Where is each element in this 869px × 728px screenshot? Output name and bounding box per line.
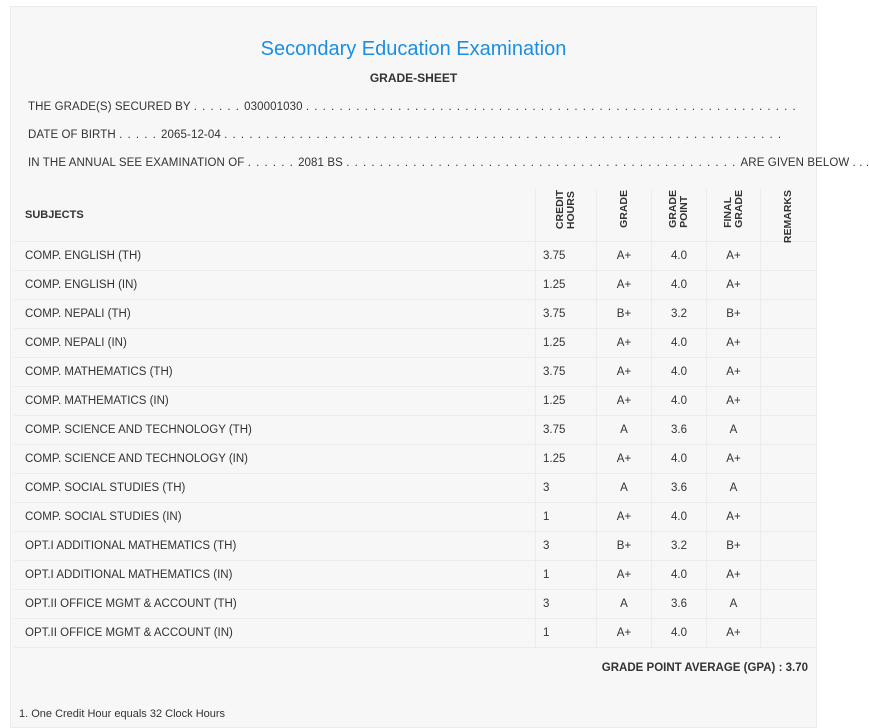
final-grade-cell: A+ [707, 445, 761, 474]
grade-cell: A+ [597, 271, 652, 300]
subject-cell: COMP. SOCIAL STUDIES (IN) [14, 503, 536, 532]
remarks-cell [761, 387, 817, 416]
exam-label: IN THE ANNUAL SEE EXAMINATION OF [28, 157, 245, 169]
grade-sheet-heading: GRADE-SHEET [369, 71, 458, 85]
header-remarks: REMARKS [761, 189, 817, 242]
gpa-summary [602, 662, 808, 674]
grade-point-cell: 3.6 [652, 416, 707, 445]
table-row [14, 503, 816, 532]
grade-cell: B+ [597, 300, 652, 329]
remarks-cell [761, 474, 817, 503]
remarks-cell [761, 619, 817, 648]
grade-cell: A+ [597, 619, 652, 648]
final-grade-cell: A+ [707, 271, 761, 300]
grade-cell: B+ [597, 532, 652, 561]
grade-cell: A+ [597, 358, 652, 387]
credit-hours-cell: 1 [536, 503, 597, 532]
grade-point-cell: 3.6 [652, 590, 707, 619]
header-credit-hours: CREDIT HOURS [536, 189, 597, 242]
credit-hours-cell: 3.75 [536, 300, 597, 329]
grade-point-cell: 3.2 [652, 532, 707, 561]
remarks-cell [761, 416, 817, 445]
final-grade-cell: A+ [707, 358, 761, 387]
header-grade-point: GRADE POINT [652, 189, 707, 242]
table-row [14, 561, 816, 590]
grade-point-cell: 4.0 [652, 619, 707, 648]
dob-line: DATE OF BIRTH . . . . . 2065-12-04 . . . . . . . . . . . . . . . . . . . . . . . . . . . . . . . . . . . . . . . . . . . . . . . . . . . . . . . . . . . . . . . . . . . [28, 129, 783, 141]
table-row [14, 242, 816, 271]
remarks-cell [761, 590, 817, 619]
exam-value: 2081 BS [298, 157, 343, 169]
credit-hours-cell: 1.25 [536, 445, 597, 474]
credit-hours-cell: 3.75 [536, 242, 597, 271]
secured-by-label: THE GRADE(S) SECURED BY [28, 101, 191, 113]
gpa-value: 3.70 [785, 662, 808, 674]
table-row [14, 532, 816, 561]
subject-cell: COMP. MATHEMATICS (TH) [14, 358, 536, 387]
remarks-cell [761, 561, 817, 590]
table-row [14, 387, 816, 416]
remarks-cell [761, 358, 817, 387]
dob-label: DATE OF BIRTH [28, 129, 116, 141]
header-final-grade: FINAL GRADE [707, 189, 761, 242]
final-grade-cell: A+ [707, 387, 761, 416]
table-row [14, 300, 816, 329]
final-grade-cell: A [707, 474, 761, 503]
grade-point-cell: 4.0 [652, 387, 707, 416]
grade-point-cell: 3.6 [652, 474, 707, 503]
final-grade-cell: A+ [707, 242, 761, 271]
remarks-cell [761, 532, 817, 561]
credit-hours-cell: 3.75 [536, 358, 597, 387]
exam-line: IN THE ANNUAL SEE EXAMINATION OF . . . . . . 2081 BS . . . . . . . . . . . . . . . . . . . . . . . . . . . . . . . . . . . . . . . . . . . . . . . ARE GIVEN BELOW . . . [28, 157, 869, 169]
table-header-row [14, 189, 816, 242]
subject-cell: COMP. NEPALI (IN) [14, 329, 536, 358]
grade-point-cell: 4.0 [652, 561, 707, 590]
credit-hours-cell: 3.75 [536, 416, 597, 445]
grade-cell: A+ [597, 503, 652, 532]
table-row [14, 329, 816, 358]
subject-cell: OPT.I ADDITIONAL MATHEMATICS (TH) [14, 532, 536, 561]
header-subjects: SUBJECTS [14, 189, 536, 242]
secured-by-value: 030001030 [244, 101, 303, 113]
credit-hours-cell: 1.25 [536, 271, 597, 300]
grade-cell: A+ [597, 561, 652, 590]
credit-hour-note: 1. One Credit Hour equals 32 Clock Hours [19, 708, 226, 720]
subject-cell: OPT.I ADDITIONAL MATHEMATICS (IN) [14, 561, 536, 590]
subject-cell: OPT.II OFFICE MGMT & ACCOUNT (TH) [14, 590, 536, 619]
credit-hours-cell: 1 [536, 561, 597, 590]
grade-cell: A+ [597, 445, 652, 474]
grade-point-cell: 3.2 [652, 300, 707, 329]
header-grade: GRADE [597, 189, 652, 242]
grade-cell: A+ [597, 387, 652, 416]
grade-cell: A [597, 416, 652, 445]
exam-suffix: ARE GIVEN BELOW . . . [740, 157, 869, 169]
exam-title: Secondary Education Examination [260, 38, 567, 60]
final-grade-cell: A+ [707, 619, 761, 648]
grade-point-cell: 4.0 [652, 503, 707, 532]
subject-cell: COMP. MATHEMATICS (IN) [14, 387, 536, 416]
gpa-label: GRADE POINT AVERAGE (GPA) : [601, 662, 783, 674]
credit-hours-cell: 3 [536, 590, 597, 619]
grade-point-cell: 4.0 [652, 242, 707, 271]
grade-point-cell: 4.0 [652, 358, 707, 387]
subject-cell: COMP. SOCIAL STUDIES (TH) [14, 474, 536, 503]
grade-sheet [10, 6, 869, 728]
table-row [14, 358, 816, 387]
secured-by-line: THE GRADE(S) SECURED BY . . . . . . 030001030 . . . . . . . . . . . . . . . . . . . . . . . . . . . . . . . . . . . . . . . . . . . . . . . . . . . . . . . . . . . [28, 101, 797, 113]
subject-cell: COMP. ENGLISH (IN) [14, 271, 536, 300]
remarks-cell [761, 503, 817, 532]
final-grade-cell: B+ [707, 300, 761, 329]
final-grade-cell: A [707, 416, 761, 445]
table-row [14, 416, 816, 445]
subject-cell: COMP. NEPALI (TH) [14, 300, 536, 329]
remarks-cell [761, 445, 817, 474]
dob-value: 2065-12-04 [161, 129, 221, 141]
final-grade-cell: B+ [707, 532, 761, 561]
remarks-cell [761, 300, 817, 329]
table-row [14, 445, 816, 474]
subject-cell: COMP. SCIENCE AND TECHNOLOGY (TH) [14, 416, 536, 445]
subject-cell: OPT.II OFFICE MGMT & ACCOUNT (IN) [14, 619, 536, 648]
credit-hours-cell: 3 [536, 474, 597, 503]
final-grade-cell: A+ [707, 561, 761, 590]
remarks-cell [761, 271, 817, 300]
table-row [14, 474, 816, 503]
grade-point-cell: 4.0 [652, 445, 707, 474]
credit-hours-cell: 1.25 [536, 329, 597, 358]
final-grade-cell: A+ [707, 329, 761, 358]
grade-cell: A+ [597, 242, 652, 271]
grades-table [14, 189, 816, 648]
table-row [14, 271, 816, 300]
grade-cell: A+ [597, 329, 652, 358]
remarks-cell [761, 242, 817, 271]
final-grade-cell: A+ [707, 503, 761, 532]
subject-cell: COMP. ENGLISH (TH) [14, 242, 536, 271]
subject-cell: COMP. SCIENCE AND TECHNOLOGY (IN) [14, 445, 536, 474]
credit-hours-cell: 1 [536, 619, 597, 648]
table-row [14, 619, 816, 648]
table-row [14, 590, 816, 619]
final-grade-cell: A [707, 590, 761, 619]
grade-cell: A [597, 474, 652, 503]
grade-point-cell: 4.0 [652, 329, 707, 358]
grade-point-cell: 4.0 [652, 271, 707, 300]
grade-cell: A [597, 590, 652, 619]
credit-hours-cell: 3 [536, 532, 597, 561]
credit-hours-cell: 1.25 [536, 387, 597, 416]
remarks-cell [761, 329, 817, 358]
